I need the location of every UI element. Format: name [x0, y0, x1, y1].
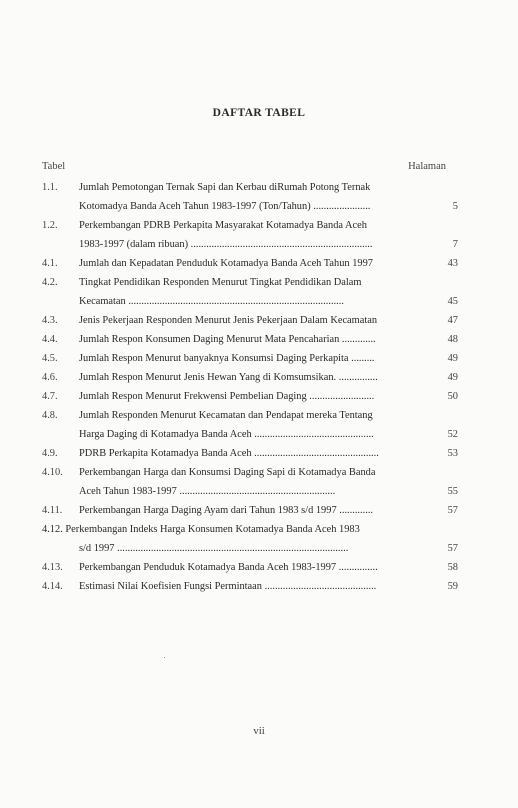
toc-entry	[42, 520, 458, 558]
toc-entry	[42, 444, 458, 463]
toc-entry	[42, 216, 458, 254]
toc-entry-line: Perkembangan Indeks Harga Konsumen Kotamadya Banda Aceh 1983	[65, 524, 360, 535]
toc-entry-page: 50	[447, 391, 458, 402]
toc-entry-number: 4.8.	[42, 410, 58, 421]
table-list	[42, 178, 458, 596]
toc-entry-line: PDRB Perkapita Kotamadya Banda Aceh ................................................	[79, 448, 379, 459]
toc-entry-number: 4.2.	[42, 277, 58, 288]
toc-entry-line: Kotomadya Banda Aceh Tahun 1983-1997 (Ton/Tahun) ......................	[79, 201, 371, 212]
toc-entry-title	[42, 349, 458, 368]
toc-entry-title	[42, 501, 458, 520]
toc-entry	[42, 311, 458, 330]
toc-entry-page: 57	[447, 505, 458, 516]
toc-entry	[42, 178, 458, 216]
toc-entry-line: Aceh Tahun 1983-1997 ............................................................	[79, 486, 336, 497]
toc-entry-title	[42, 406, 458, 444]
toc-entry-number: 4.10.	[42, 467, 63, 478]
toc-entry-number: 4.12.	[42, 524, 63, 535]
toc-entry-page: 59	[447, 581, 458, 592]
toc-entry-line: Kecamatan ...................................................................................	[79, 296, 344, 307]
toc-entry-page: 57	[447, 543, 458, 554]
toc-entry	[42, 368, 458, 387]
toc-entry-title	[42, 368, 458, 387]
toc-entry-page: 7	[452, 239, 458, 250]
toc-entry-title	[42, 577, 458, 596]
toc-entry-number: 4.4.	[42, 334, 58, 345]
toc-entry-line: Jumlah Respon Menurut Jenis Hewan Yang di Komsumsikan. ...............	[79, 372, 378, 383]
toc-entry-page: 5	[452, 201, 458, 212]
page-number: vii	[253, 725, 265, 737]
page-title: DAFTAR TABEL	[212, 107, 306, 119]
toc-entry-line: Estimasi Nilai Koefisien Fungsi Permintaan ...........................................	[79, 581, 377, 592]
toc-entry-line: Jenis Pekerjaan Responden Menurut Jenis Pekerjaan Dalam Kecamatan	[79, 315, 378, 326]
toc-entry-line: Jumlah Pemotongan Ternak Sapi dan Kerbau diRumah Potong Ternak	[79, 182, 371, 193]
toc-entry-title	[42, 558, 458, 577]
toc-entry-number: 4.6.	[42, 372, 58, 383]
toc-entry-page: 55	[447, 486, 458, 497]
toc-entry-page: 52	[447, 429, 458, 440]
column-header-page: Halaman	[408, 161, 446, 172]
toc-entry-line: Jumlah Responden Menurut Kecamatan dan Pendapat mereka Tentang	[79, 410, 373, 421]
toc-entry-number: 4.14.	[42, 581, 63, 592]
toc-entry-line: Perkembangan Penduduk Kotamadya Banda Aceh 1983-1997 ...............	[79, 562, 378, 573]
toc-entry-page: 43	[447, 258, 458, 269]
toc-entry	[42, 349, 458, 368]
toc-entry	[42, 254, 458, 273]
toc-entry-line: Perkembangan Harga dan Konsumsi Daging Sapi di Kotamadya Banda	[79, 467, 376, 478]
toc-entry	[42, 501, 458, 520]
toc-entry-number: 4.3.	[42, 315, 58, 326]
toc-entry-line: Jumlah Respon Menurut Frekwensi Pembelian Daging .........................	[79, 391, 375, 402]
toc-entry-line: Jumlah dan Kepadatan Penduduk Kotamadya Banda Aceh Tahun 1997	[79, 258, 373, 269]
toc-entry-page: 47	[447, 315, 458, 326]
toc-entry-number: 1.2.	[42, 220, 58, 231]
toc-entry-number: 4.13.	[42, 562, 63, 573]
toc-entry-number: 4.11.	[42, 505, 63, 516]
toc-entry	[42, 558, 458, 577]
toc-entry	[42, 330, 458, 349]
toc-entry-line: 1983-1997 (dalam ribuan) ......................................................................	[79, 239, 373, 250]
toc-entry-page: 48	[447, 334, 458, 345]
scan-speck	[164, 657, 165, 658]
toc-entry-line: Jumlah Respon Konsumen Daging Menurut Mata Pencaharian .............	[79, 334, 376, 345]
toc-entry	[42, 387, 458, 406]
toc-entry-number: 4.1.	[42, 258, 58, 269]
toc-entry-number: 4.7.	[42, 391, 58, 402]
toc-entry-title	[42, 520, 458, 558]
toc-entry-page: 53	[447, 448, 458, 459]
toc-entry	[42, 577, 458, 596]
toc-entry-title	[42, 387, 458, 406]
toc-entry-line: Harga Daging di Kotamadya Banda Aceh ..............................................	[79, 429, 374, 440]
toc-entry-line: s/d 1997 .........................................................................................	[79, 543, 349, 554]
toc-entry-line: Tingkat Pendidikan Responden Menurut Tingkat Pendidikan Dalam	[79, 277, 362, 288]
toc-entry-page: 49	[447, 353, 458, 364]
toc-entry-title	[42, 254, 458, 273]
toc-entry-page: 58	[447, 562, 458, 573]
toc-entry-page: 45	[447, 296, 458, 307]
toc-entry-title	[42, 273, 458, 311]
toc-entry	[42, 463, 458, 501]
toc-entry	[42, 406, 458, 444]
toc-entry-title	[42, 311, 458, 330]
toc-entry	[42, 273, 458, 311]
toc-entry-title	[42, 178, 458, 216]
toc-entry-number: 4.9.	[42, 448, 58, 459]
toc-entry-title	[42, 444, 458, 463]
toc-entry-title	[42, 330, 458, 349]
toc-entry-page: 49	[447, 372, 458, 383]
toc-entry-number: 1.1.	[42, 182, 58, 193]
toc-entry-line: Perkembangan PDRB Perkapita Masyarakat Kotamadya Banda Aceh	[79, 220, 367, 231]
toc-entry-title	[42, 463, 458, 501]
toc-entry-number: 4.5.	[42, 353, 58, 364]
toc-entry-title	[42, 216, 458, 254]
toc-entry-line: Perkembangan Harga Daging Ayam dari Tahun 1983 s/d 1997 .............	[79, 505, 374, 516]
toc-entry-line: Jumlah Respon Menurut banyaknya Konsumsi Daging Perkapita .........	[79, 353, 375, 364]
column-header-table: Tabel	[42, 161, 66, 172]
